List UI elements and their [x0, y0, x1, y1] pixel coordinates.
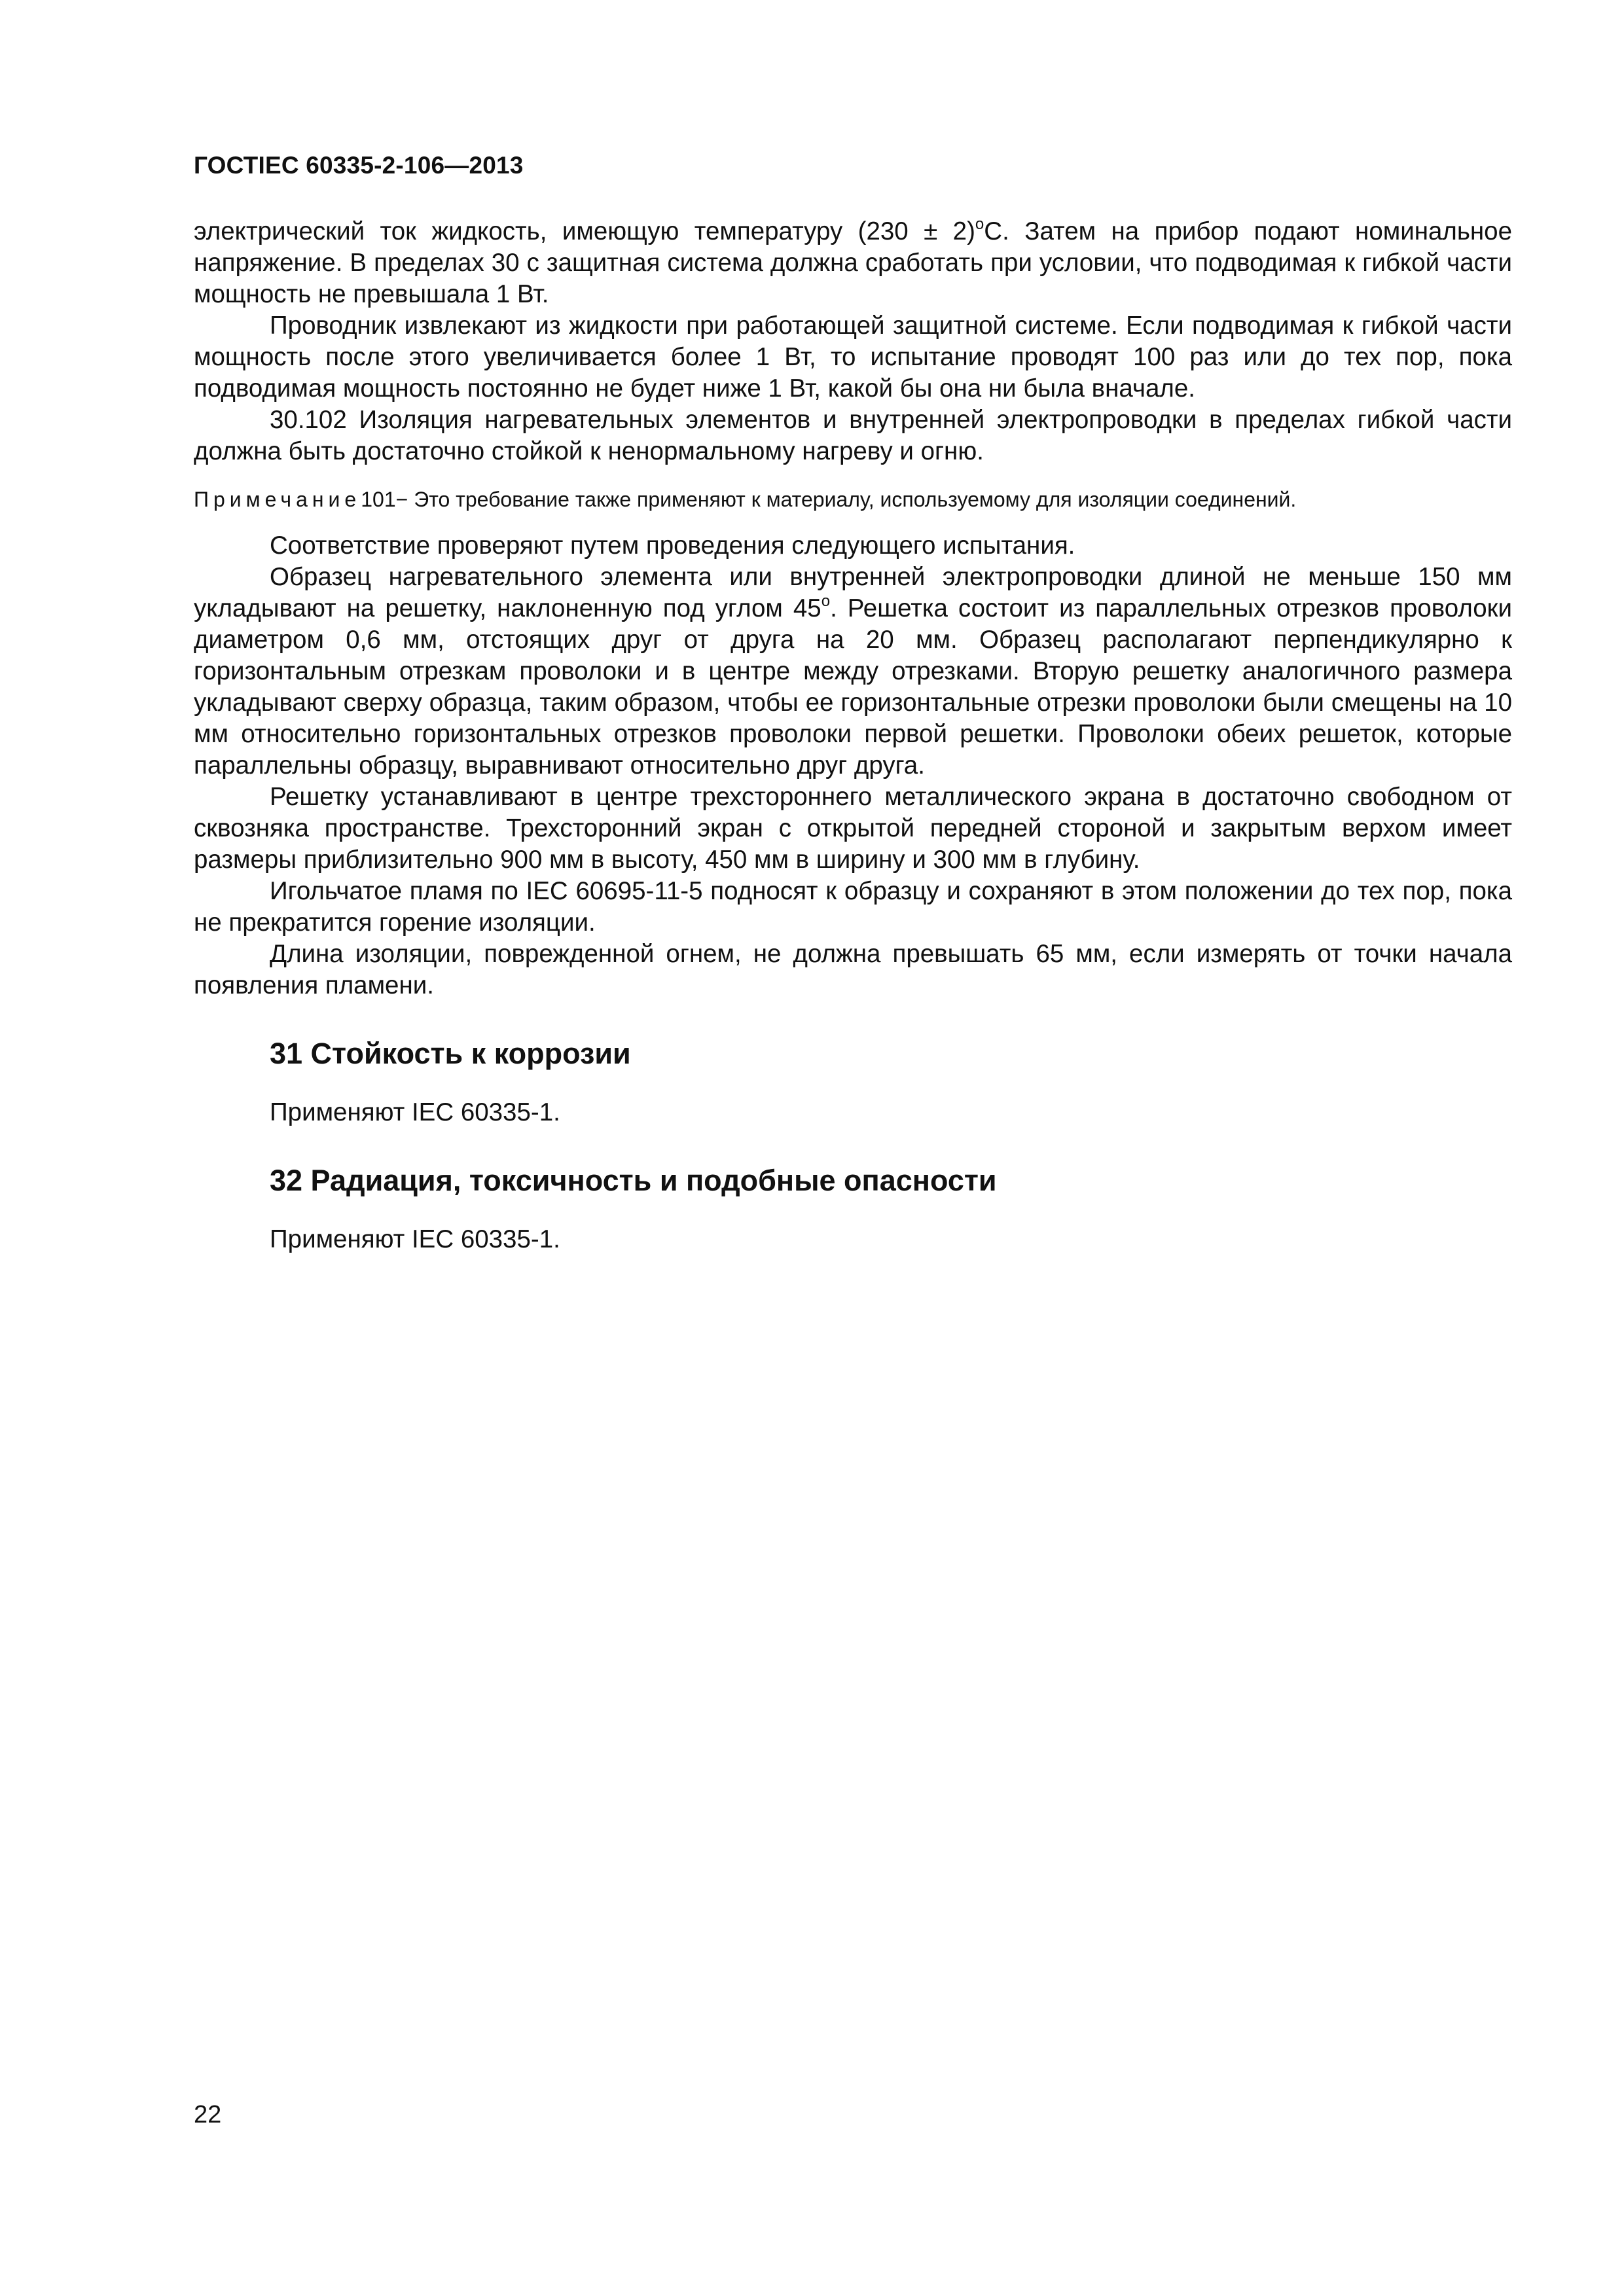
clause-30-102: 30.102 Изоляция нагревательных элементов и внутренней электропроводки в пределах гибкой части должна быть достаточно стойкой к ненормальному нагреву и огню.: [194, 406, 1512, 465]
paragraph: Соответствие проверяют путем проведения следующего испытания.: [270, 531, 1075, 560]
note-101: [194, 486, 1512, 513]
note-label: Примечание: [194, 488, 361, 511]
paragraph-text: электрический ток жидкость, имеющую температуру (230 ± 2): [194, 217, 975, 245]
standard-header: ГОСТIEC 60335-2-106—2013: [194, 152, 524, 179]
paragraph-text: . Решетка состоит из параллельных отрезков проволоки диаметром 0,6 мм, отстоящих друг от друга на 20 мм. Образец располагают перпендикулярно к горизонтальным отрезкам проволоки и в центре между отрезками. Вторую решетку аналогичного размера укладывают сверху образца, таким образом, чтобы ее горизонтальные отрезки проволоки были смещены на 10 мм относительно горизонтальных отрезков проволоки первой решетки. Проволоки обеих решеток, которые параллельны образцу, выравнивают относительно друг друга.: [194, 594, 1512, 780]
section-31-body: Применяют IEC 60335-1.: [270, 1098, 560, 1126]
paragraph: [194, 562, 1512, 781]
note-text: 101− Это требование также применяют к материалу, используемому для изоляции соединений.: [361, 488, 1297, 511]
degree-superscript: о: [821, 592, 831, 610]
document-body: [194, 216, 1512, 1255]
paragraph: Длина изоляции, поврежденной огнем, не должна превышать 65 мм, если измерять от точки начала появления пламени.: [194, 940, 1512, 999]
paragraph: Решетку устанавливают в центре трехстороннего металлического экрана в достаточно свободном от сквозняка пространстве. Трехсторонний экран с открытой передней стороной и закрытым верхом имеет размеры приблизительно 900 мм в высоту, 450 мм в ширину и 300 мм в глубину.: [194, 783, 1512, 874]
paragraph-text: Образец нагревательного элемента или внутренней электропроводки длиной не меньше 150 мм укладывают на решетку, наклоненную под углом 45: [194, 563, 1512, 622]
paragraph: Игольчатое пламя по IEC 60695-11-5 подносят к образцу и сохраняют в этом положении до тех пор, пока не прекратится горение изоляции.: [194, 877, 1512, 937]
section-32-title: 32 Радиация, токсичность и подобные опасности: [270, 1164, 997, 1197]
page-number: 22: [194, 2101, 222, 2128]
paragraph: Проводник извлекают из жидкости при работающей защитной системе. Если подводимая к гибкой части мощность после этого увеличивается более 1 Вт, то испытание проводят 100 раз или до тех пор, пока подводимая мощность постоянно не будет ниже 1 Вт, какой бы она ни была вначале.: [194, 312, 1512, 403]
section-32-body: Применяют IEC 60335-1.: [270, 1225, 560, 1253]
paragraph-continuation: [194, 216, 1512, 310]
degree-superscript: о: [975, 215, 984, 233]
section-31-title: 31 Стойкость к коррозии: [270, 1037, 631, 1070]
paragraph-text: С. Затем на прибор подают номинальное напряжение. В пределах 30 с защитная система должна сработать при условии, что подводимая к гибкой части мощность не превышала 1 Вт.: [194, 217, 1512, 308]
